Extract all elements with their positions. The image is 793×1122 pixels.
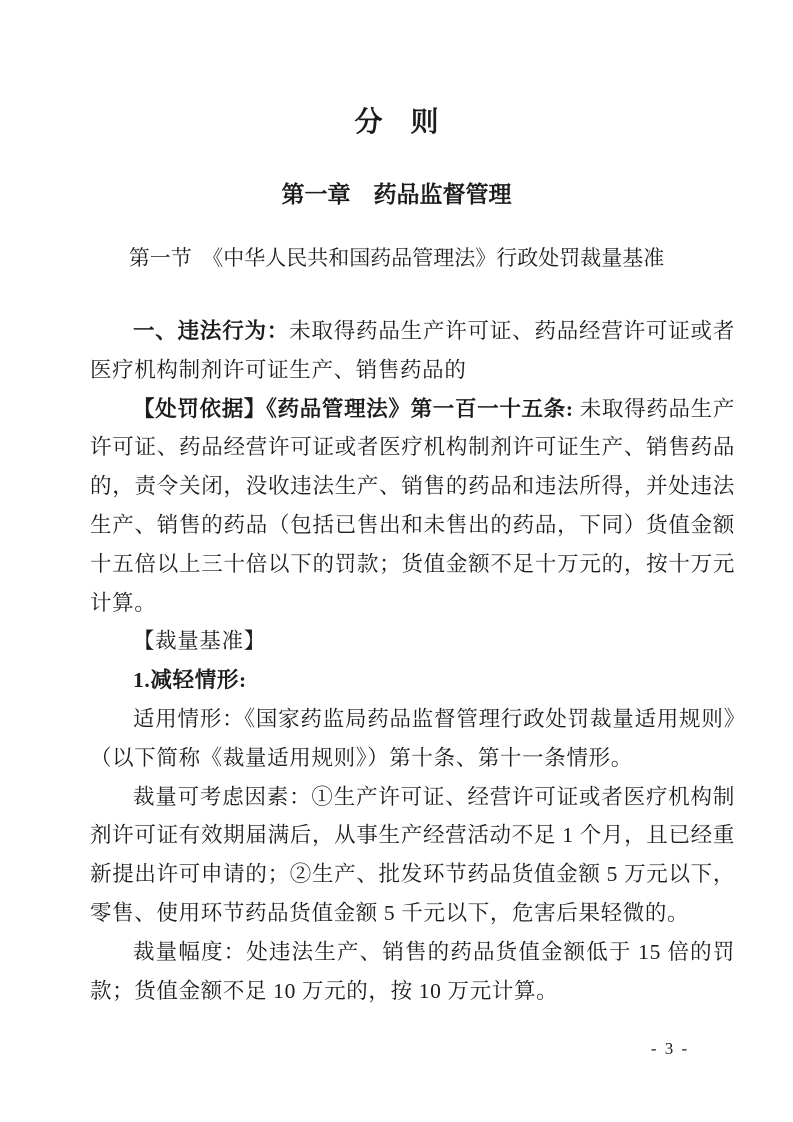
paragraph-discretion-factors <box>90 778 735 933</box>
violation-label: 一、违法行为： <box>133 319 290 343</box>
mitigation-heading: 1.减轻情形: <box>133 668 247 693</box>
penalty-basis-text: 未取得药品生产许可证、药品经营许可证或者医疗机构制剂许可证生产、销售药品的，责令关闭，没收违法生产、销售的药品和违法所得，并处违法生产、销售的药品（包括已售出和未售出的药品，下同）货值金额十五倍以上三十倍以下的罚款；货值金额不足十万元的，按十万元计算。 <box>90 396 735 615</box>
paragraph-applicable-circumstances <box>90 700 735 778</box>
page-number: - 3 - <box>650 1039 690 1058</box>
paragraph-mitigation-heading <box>90 661 735 700</box>
penalty-basis-label: 【处罚依据】《药品管理法》第一百一十五条: <box>133 396 580 421</box>
paragraph-discretion-range <box>90 933 735 1011</box>
violation-text: 未取得药品生产许可证、药品经营许可证或者医疗机构制剂许可证生产、销售药品的 <box>90 319 735 382</box>
paragraph-benchmark-label <box>90 622 735 661</box>
discretion-factors-text: 裁量可考虑因素：①生产许可证、经营许可证或者医疗机构制剂许可证有效期届满后，从事生产经营活动不足 1 个月，且已经重新提出许可申请的；②生产、批发环节药品货值金额 5 万元以下，零售、使用环节药品货值金额 5 千元以下，危害后果轻微的。 <box>90 784 735 925</box>
benchmark-label: 【裁量基准】 <box>133 629 266 654</box>
discretion-range-text: 裁量幅度：处违法生产、销售的药品货值金额低于 15 倍的罚款；货值金额不足 10 万元的，按 10 万元计算。 <box>90 939 735 1003</box>
section-heading: 第一节 《中华人民共和国药品管理法》行政处罚裁量基准 <box>128 246 665 270</box>
applicable-circumstances-text: 适用情形：《国家药监局药品监督管理行政处罚裁量适用规则》（以下简称《裁量适用规则》）第十条、第十一条情形。 <box>90 706 735 770</box>
chapter-heading: 第一章 药品监督管理 <box>281 181 512 207</box>
paragraph-penalty-basis <box>90 390 735 623</box>
doc-title: 分 则 <box>354 107 439 138</box>
paragraph-violation <box>90 312 735 390</box>
body-text <box>90 312 735 1010</box>
